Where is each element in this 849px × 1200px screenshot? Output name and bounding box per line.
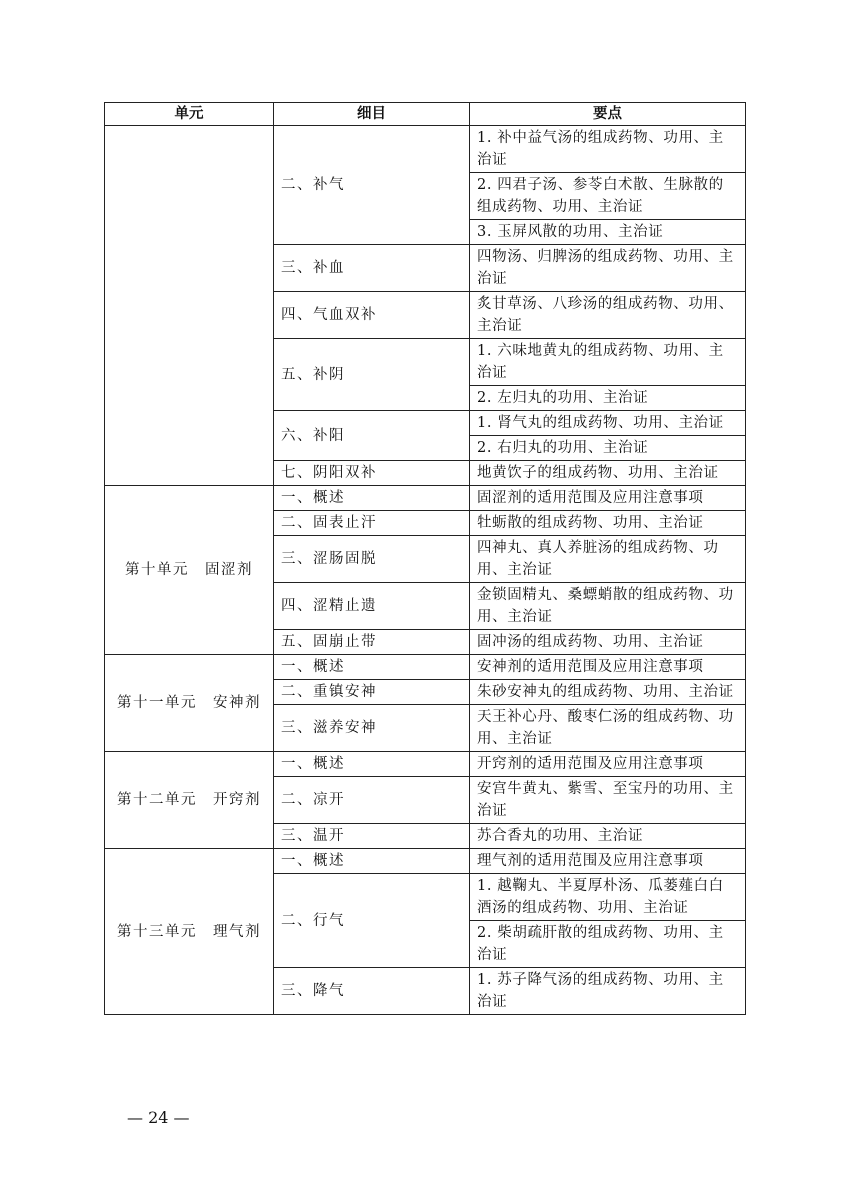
point-cell: 理气剂的适用范围及应用注意事项 (470, 849, 746, 874)
point-cell: 牡蛎散的组成药物、功用、主治证 (470, 511, 746, 536)
point-cell: 2. 右归丸的功用、主治证 (470, 436, 746, 461)
item-cell: 三、降气 (274, 968, 470, 1015)
item-cell: 一、概述 (274, 486, 470, 511)
point-cell: 2. 四君子汤、参苓白术散、生脉散的组成药物、功用、主治证 (470, 173, 746, 220)
unit-cell: 第十单元 固涩剂 (105, 486, 274, 655)
item-cell: 一、概述 (274, 655, 470, 680)
point-cell: 2. 左归丸的功用、主治证 (470, 386, 746, 411)
point-cell: 1. 补中益气汤的组成药物、功用、主治证 (470, 126, 746, 173)
item-cell: 二、补气 (274, 126, 470, 245)
item-cell: 二、行气 (274, 874, 470, 968)
page-number: — 24 — (127, 1108, 190, 1127)
item-cell: 六、补阳 (274, 411, 470, 461)
syllabus-table (104, 102, 746, 1015)
unit-cell (105, 126, 274, 486)
point-cell: 固涩剂的适用范围及应用注意事项 (470, 486, 746, 511)
point-cell: 四物汤、归脾汤的组成药物、功用、主治证 (470, 245, 746, 292)
point-cell: 1. 六味地黄丸的组成药物、功用、主治证 (470, 339, 746, 386)
point-cell: 固冲汤的组成药物、功用、主治证 (470, 630, 746, 655)
item-cell: 二、重镇安神 (274, 680, 470, 705)
item-cell: 一、概述 (274, 752, 470, 777)
header-row (105, 103, 746, 126)
unit-cell: 第十二单元 开窍剂 (105, 752, 274, 849)
header-item: 细目 (274, 103, 470, 126)
point-cell: 1. 苏子降气汤的组成药物、功用、主治证 (470, 968, 746, 1015)
point-cell: 1. 越鞠丸、半夏厚朴汤、瓜蒌薤白白酒汤的组成药物、功用、主治证 (470, 874, 746, 921)
point-cell: 金锁固精丸、桑螵蛸散的组成药物、功用、主治证 (470, 583, 746, 630)
item-cell: 三、滋养安神 (274, 705, 470, 752)
item-cell: 三、温开 (274, 824, 470, 849)
item-cell: 五、补阴 (274, 339, 470, 411)
point-cell: 2. 柴胡疏肝散的组成药物、功用、主治证 (470, 921, 746, 968)
item-cell: 五、固崩止带 (274, 630, 470, 655)
table-body (105, 126, 746, 1015)
point-cell: 3. 玉屏风散的功用、主治证 (470, 220, 746, 245)
table-row (105, 752, 746, 777)
point-cell: 地黄饮子的组成药物、功用、主治证 (470, 461, 746, 486)
point-cell: 安宫牛黄丸、紫雪、至宝丹的功用、主治证 (470, 777, 746, 824)
point-cell: 安神剂的适用范围及应用注意事项 (470, 655, 746, 680)
header-point: 要点 (470, 103, 746, 126)
point-cell: 1. 肾气丸的组成药物、功用、主治证 (470, 411, 746, 436)
item-cell: 一、概述 (274, 849, 470, 874)
point-cell: 苏合香丸的功用、主治证 (470, 824, 746, 849)
point-cell: 四神丸、真人养脏汤的组成药物、功用、主治证 (470, 536, 746, 583)
item-cell: 七、阴阳双补 (274, 461, 470, 486)
item-cell: 二、固表止汗 (274, 511, 470, 536)
item-cell: 三、补血 (274, 245, 470, 292)
unit-cell: 第十三单元 理气剂 (105, 849, 274, 1015)
table-row (105, 849, 746, 874)
unit-cell: 第十一单元 安神剂 (105, 655, 274, 752)
item-cell: 三、涩肠固脱 (274, 536, 470, 583)
table-row (105, 486, 746, 511)
point-cell: 朱砂安神丸的组成药物、功用、主治证 (470, 680, 746, 705)
point-cell: 炙甘草汤、八珍汤的组成药物、功用、主治证 (470, 292, 746, 339)
table-row (105, 655, 746, 680)
point-cell: 开窍剂的适用范围及应用注意事项 (470, 752, 746, 777)
header-unit: 单元 (105, 103, 274, 126)
item-cell: 四、气血双补 (274, 292, 470, 339)
table-row (105, 126, 746, 173)
item-cell: 二、凉开 (274, 777, 470, 824)
item-cell: 四、涩精止遗 (274, 583, 470, 630)
point-cell: 天王补心丹、酸枣仁汤的组成药物、功用、主治证 (470, 705, 746, 752)
